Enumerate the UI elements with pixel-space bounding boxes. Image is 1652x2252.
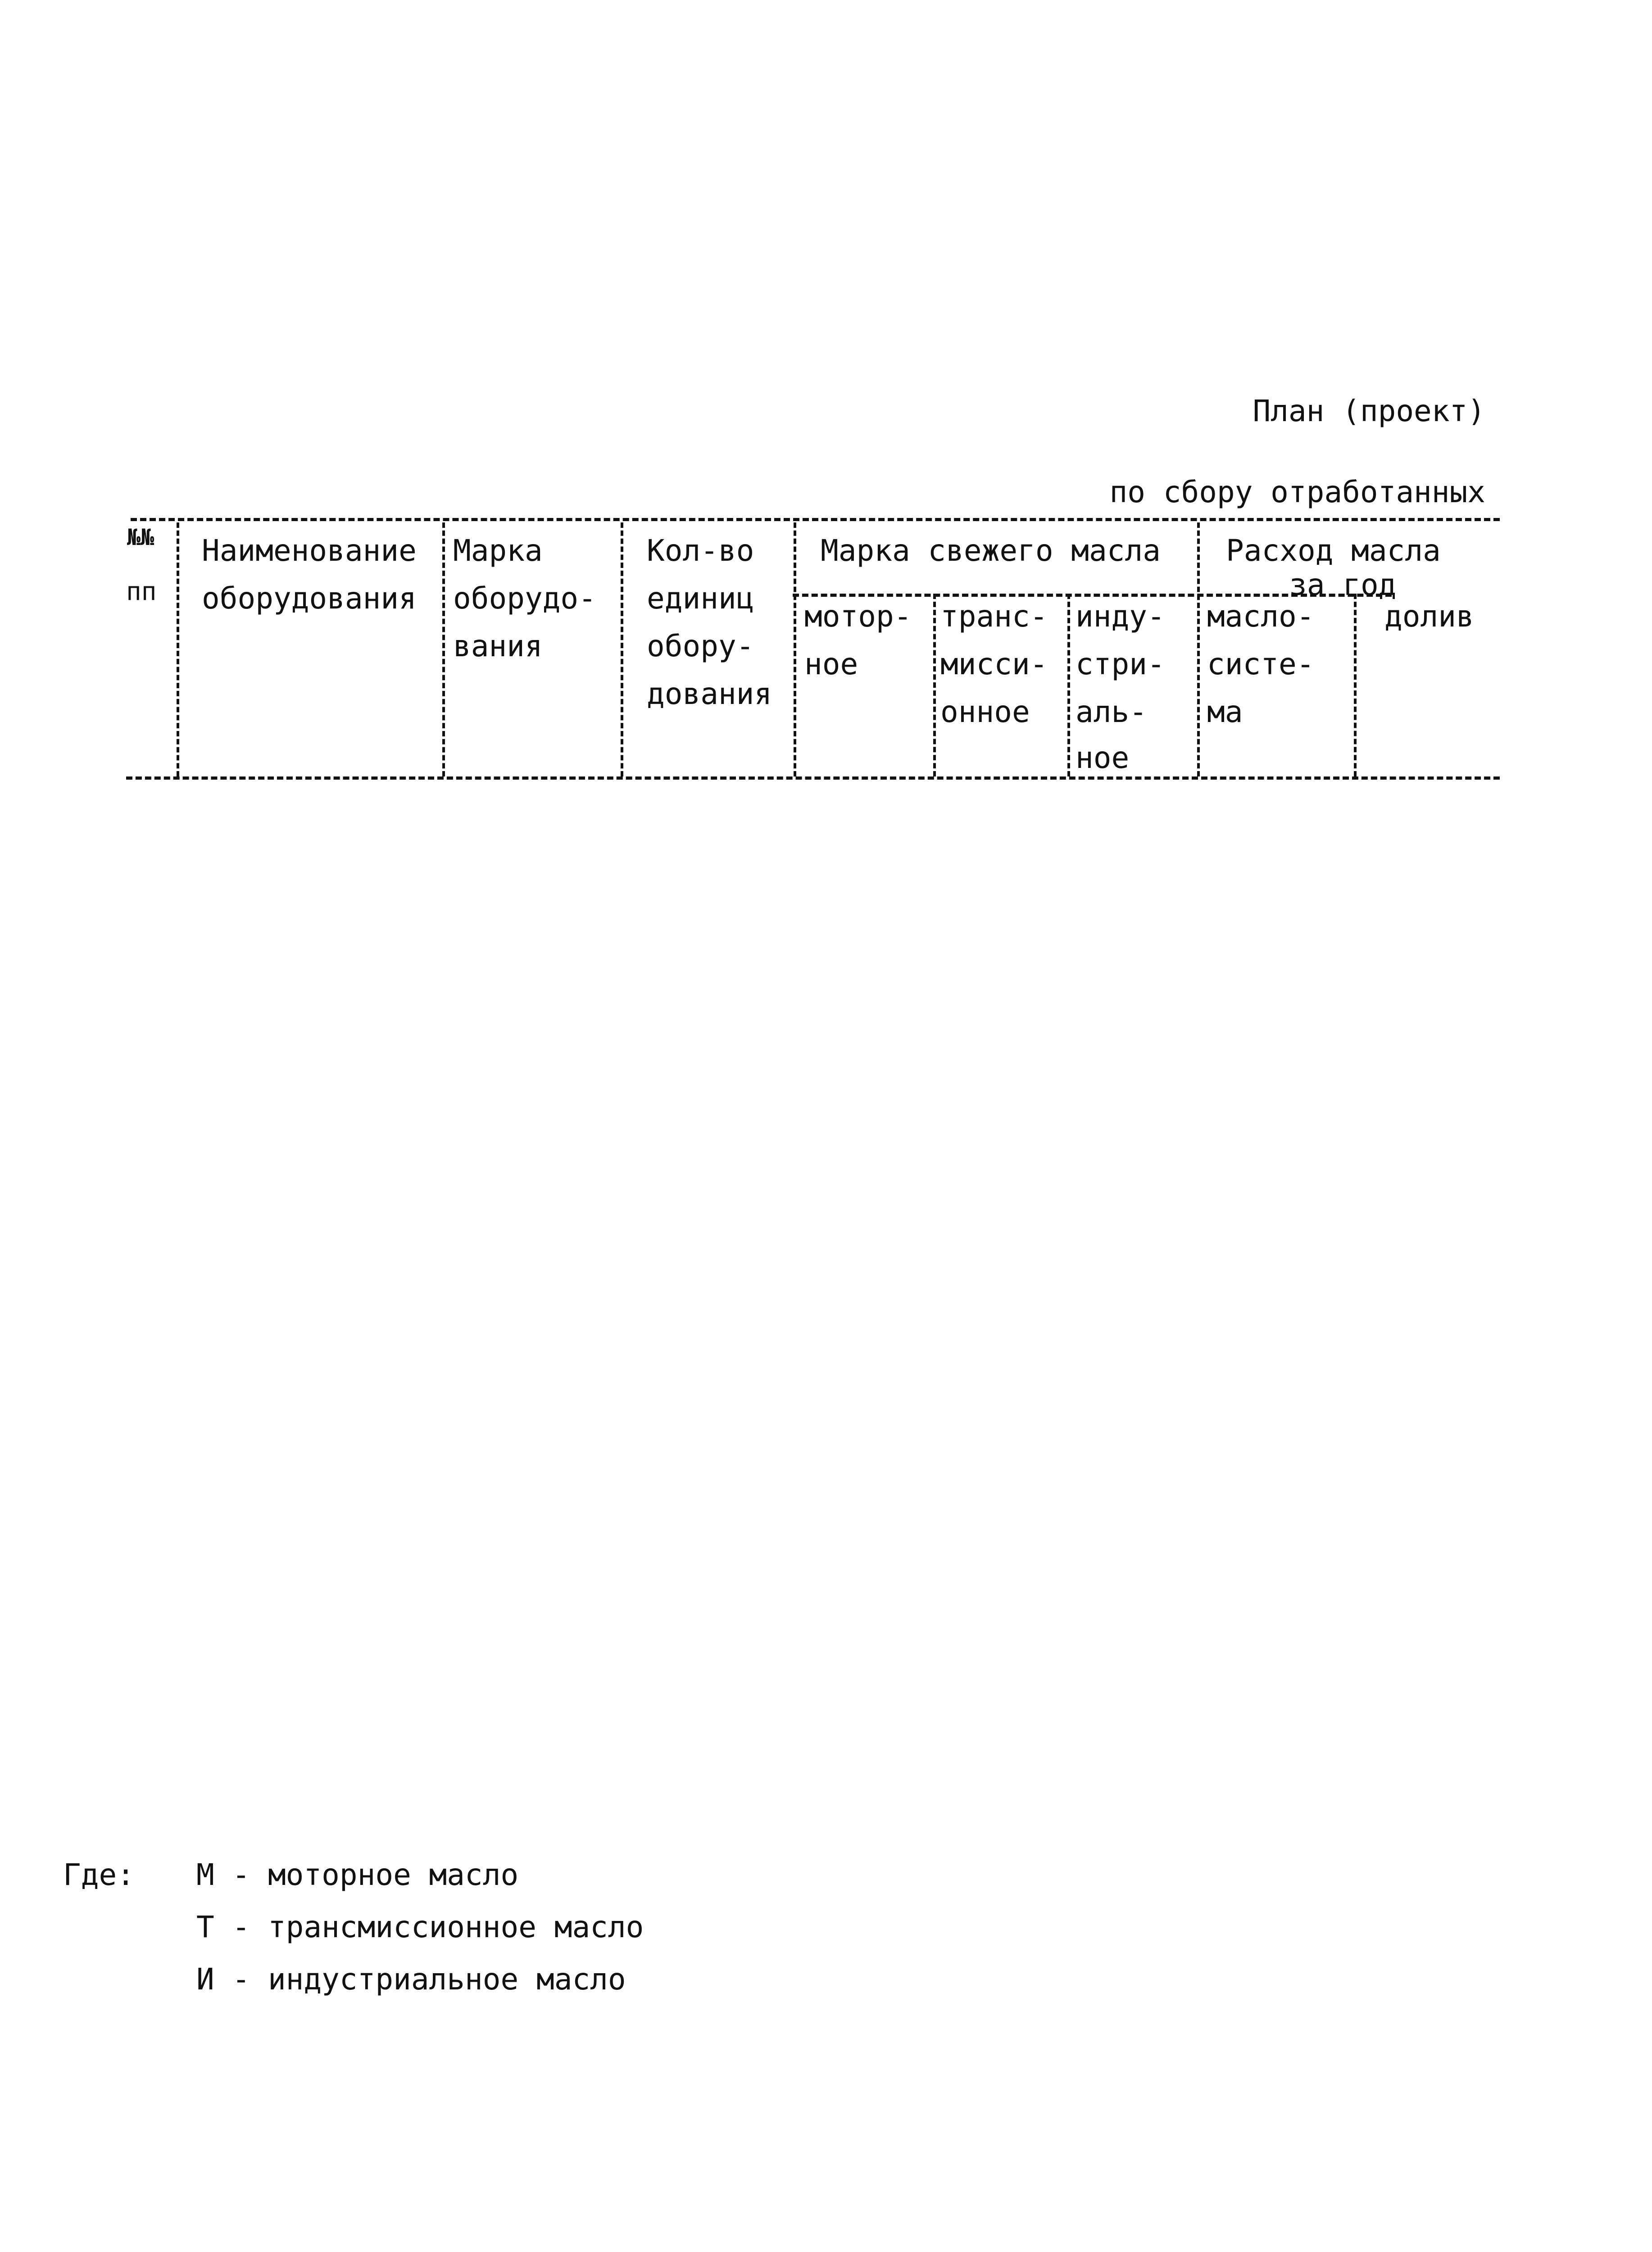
sub-system-header-line1: масло- [1207,599,1315,634]
col-num-header-line2: пп [126,577,157,606]
legend-item: М - моторное масло [196,1857,519,1892]
sub-motor-header-line1: мотор- [804,599,912,634]
col-divider-7 [1197,522,1200,776]
sub-trans-header-line2: мисси- [940,647,1048,681]
group-consumption-header-line1: Расход масла [1226,533,1441,568]
group-consumption-header-line2: за год [1289,568,1397,602]
col-divider-4 [794,522,796,776]
sub-trans-header-line3: онное [940,695,1030,729]
col-qty-header-line3: обору- [647,629,754,663]
col-divider-6 [1067,594,1070,776]
col-name-header-line2: оборудования [202,581,417,616]
legend-item: И - индустриальное масло [196,1962,626,1997]
sub-topup-header: долив [1384,599,1474,634]
table-top-rule [131,518,1500,521]
col-num-header-line1: №№ [127,524,154,550]
col-divider-3 [621,522,623,776]
col-qty-header-line1: Кол-во [647,533,754,568]
group-fresh-oil-header: Марка свежего масла [821,533,1161,568]
sub-indus-header-line1: инду- [1076,599,1165,634]
legend-item: Т - трансмиссионное масло [196,1910,644,1944]
sub-indus-header-line3: аль- [1076,695,1147,729]
col-divider-1 [177,522,179,776]
sub-motor-header-line2: ное [804,647,858,681]
sub-system-header-line3: ма [1207,695,1243,729]
col-brand-header-line2: оборудо- [453,581,596,616]
col-divider-2 [442,522,445,776]
legend-label: Где: [63,1857,135,1892]
col-divider-5 [933,594,936,776]
sub-indus-header-line2: стри- [1076,647,1165,681]
sub-indus-header-line4: ное [1076,740,1130,775]
col-qty-header-line2: единиц [647,581,754,616]
table-bottom-rule [126,776,1500,780]
sub-trans-header-line1: транс- [940,599,1048,634]
document-subtitle: по сбору отработанных [1109,475,1485,509]
col-brand-header-line3: вания [453,629,543,663]
document-title: План (проект) [1253,394,1485,428]
col-qty-header-line4: дования [647,677,772,711]
col-name-header-line1: Наименование [202,533,417,568]
col-brand-header-line1: Марка [453,533,543,568]
sub-system-header-line2: систе- [1207,647,1315,681]
col-divider-8 [1354,594,1357,776]
